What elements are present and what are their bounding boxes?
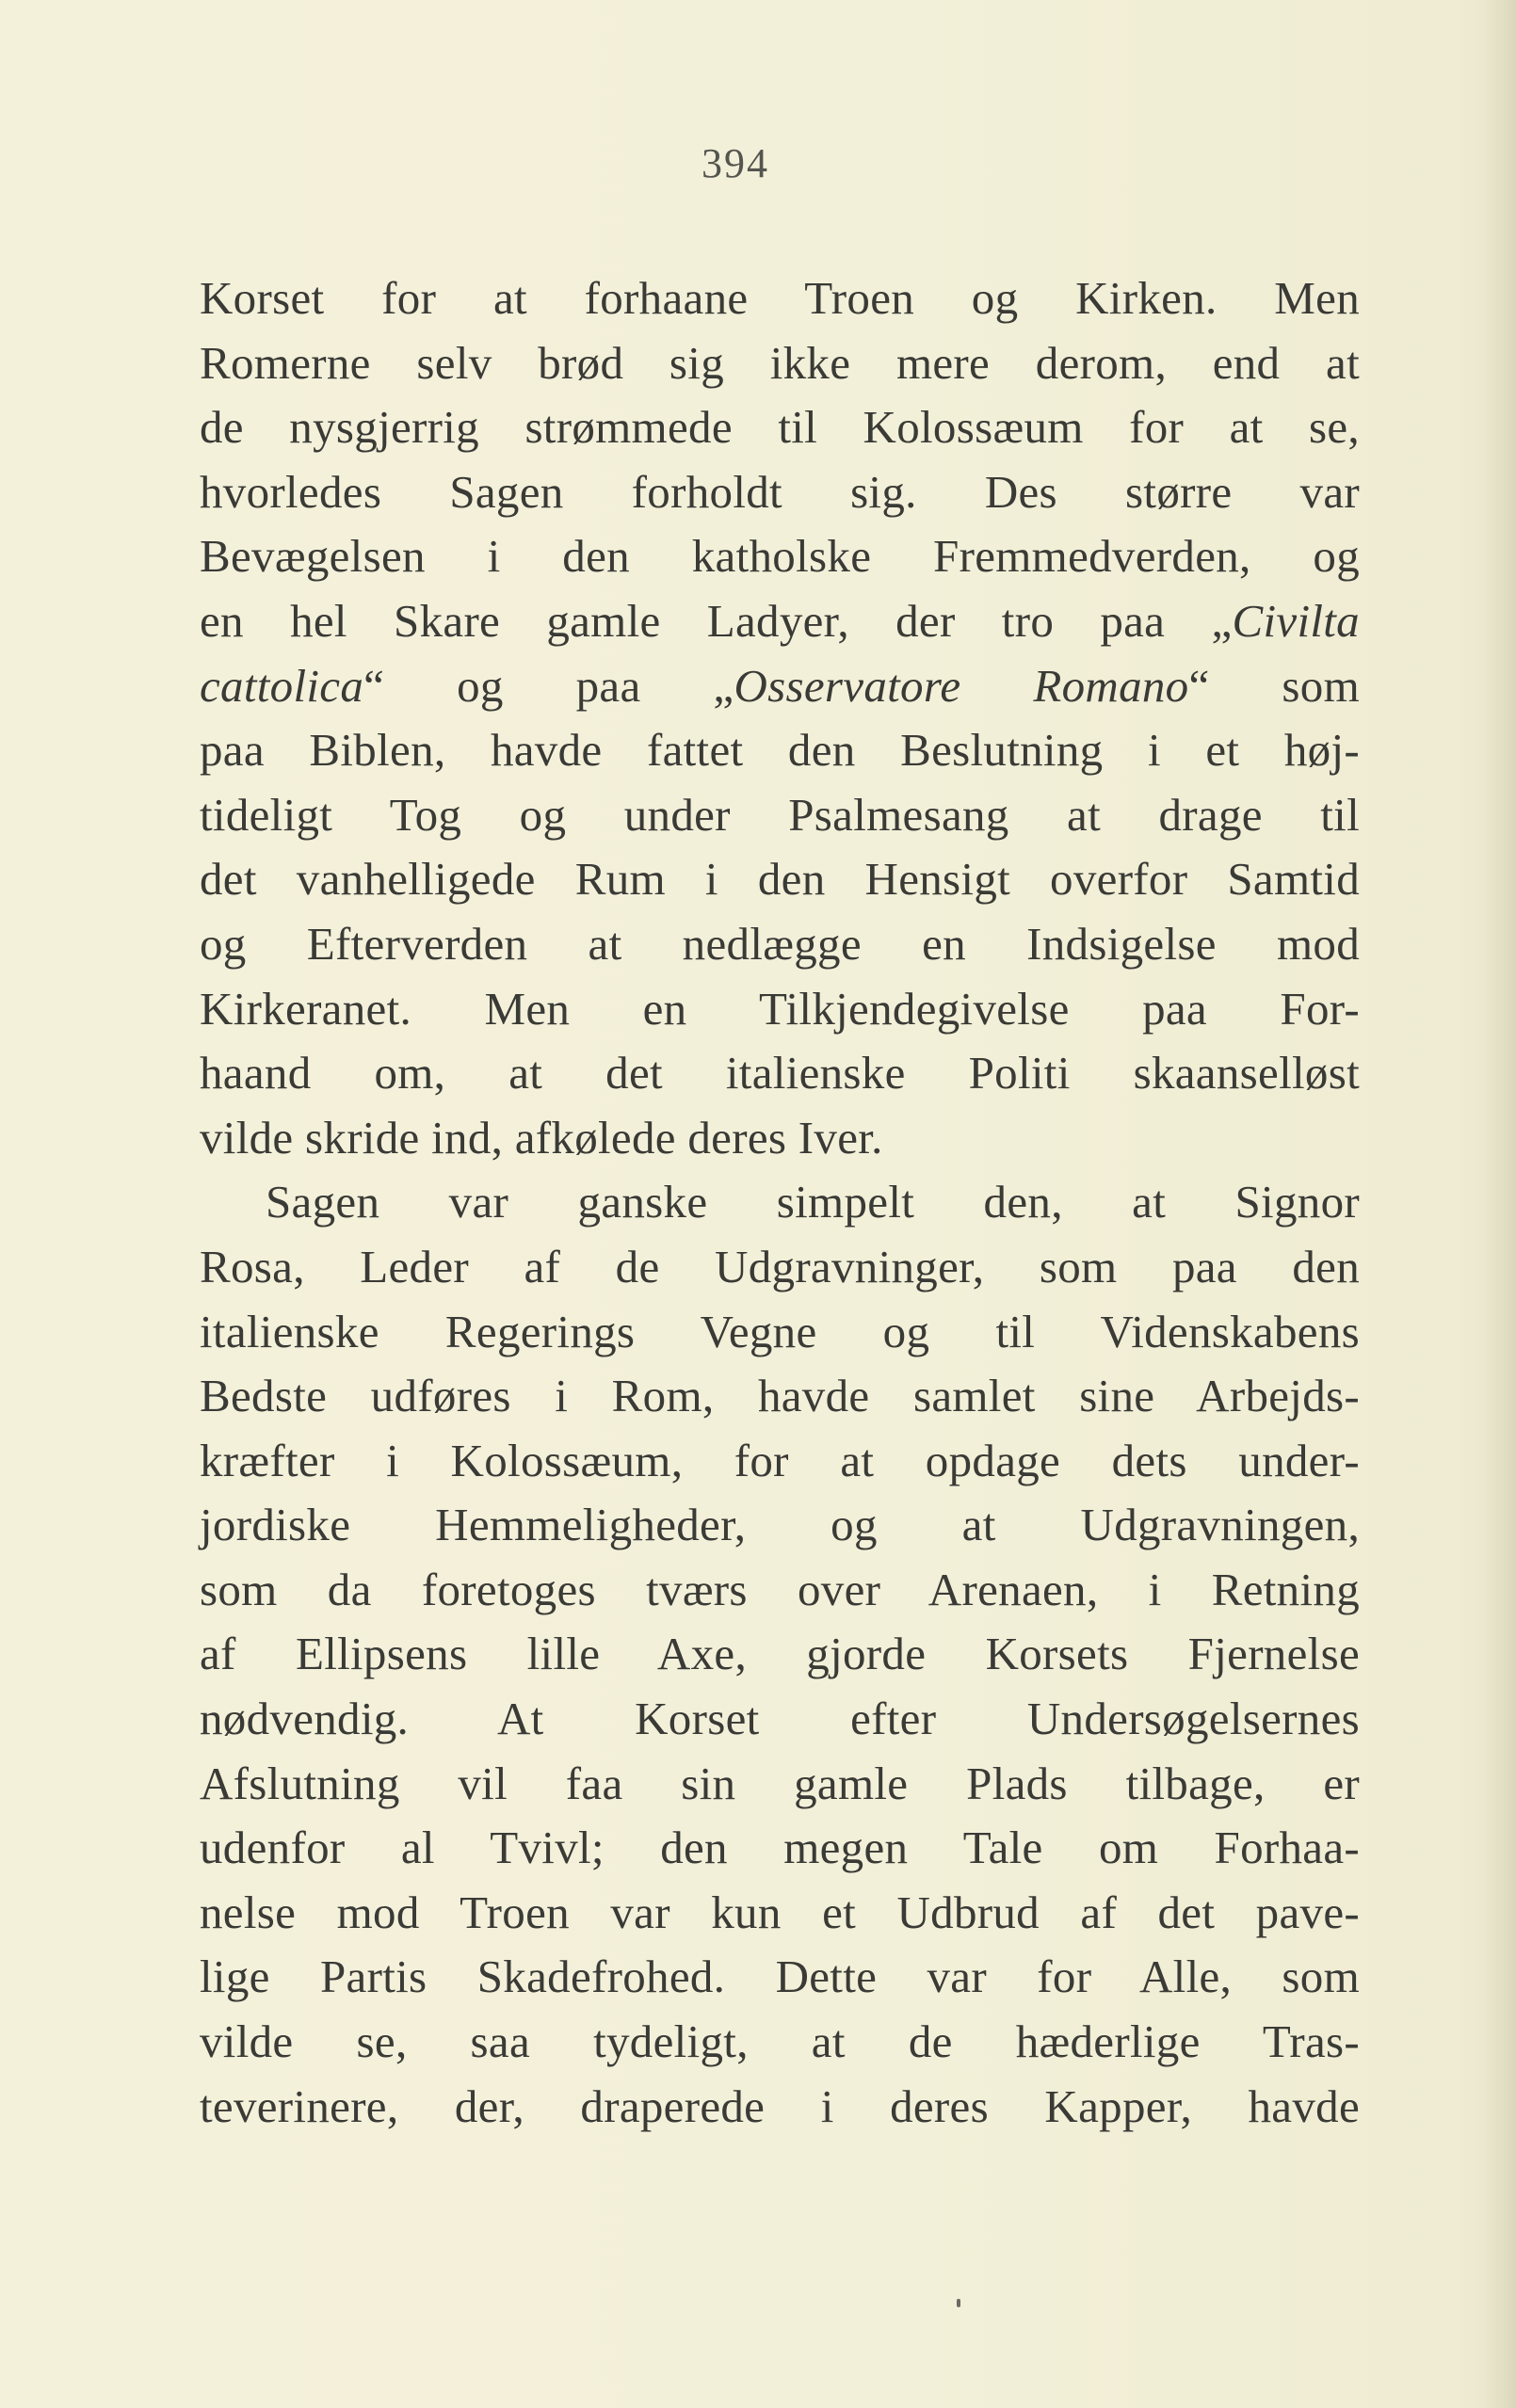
text-segment: kræfter i Kolossæum, for at opdage dets under- (200, 1434, 1360, 1486)
text-line (200, 977, 1360, 1042)
text-segment: “ og paa „ (363, 659, 734, 712)
text-line (200, 912, 1360, 977)
text-line (200, 2010, 1360, 2075)
text-line (200, 1558, 1360, 1623)
text-line (200, 1881, 1360, 1946)
text-line (200, 1429, 1360, 1494)
italic-text: Civilta (1232, 594, 1360, 647)
text-segment: italienske Regerings Vegne og til Videnskabens (200, 1305, 1360, 1357)
text-segment: tideligt Tog og under Psalmesang at drage til (200, 788, 1360, 841)
text-segment: som da foretoges tværs over Arenaen, i Retning (200, 1563, 1360, 1615)
text-segment: Afslutning vil faa sin gamle Plads tilbage, er (200, 1757, 1360, 1809)
text-segment: lige Partis Skadefrohed. Dette var for Alle, som (200, 1950, 1360, 2003)
text-segment: nødvendig. At Korset efter Undersøgelsernes (200, 1693, 1360, 1745)
text-segment: Sagen var ganske simpelt den, at Signor (266, 1176, 1360, 1228)
text-line (200, 847, 1360, 912)
text-segment: haand om, at det italienske Politi skaanselløst (200, 1047, 1360, 1100)
text-segment: paa Biblen, havde fattet den Beslutning i et høj- (200, 724, 1360, 777)
text-line (200, 460, 1360, 525)
text-line (200, 1816, 1360, 1881)
text-line (200, 1622, 1360, 1687)
text-segment: hvorledes Sagen forholdt sig. Des større var (200, 465, 1360, 518)
text-line (200, 654, 1360, 719)
text-segment: Bevægelsen i den katholske Fremmedverden, og (200, 530, 1360, 583)
text-segment: teverinere, der, draperede i deres Kapper, havde (200, 2079, 1360, 2132)
text-segment: og Efterverden at nedlægge en Indsigelse mod (200, 917, 1360, 970)
text-line (200, 524, 1360, 589)
text-segment: udenfor al Tvivl; den megen Tale om Forhaa- (200, 1822, 1360, 1874)
text-line (200, 783, 1360, 848)
text-segment: vilde skride ind, afkølede deres Iver. (200, 1111, 883, 1164)
text-line (200, 1041, 1360, 1106)
text-segment: af Ellipsens lille Axe, gjorde Korsets Fjernelse (200, 1628, 1360, 1680)
text-segment: vilde se, saa tydeligt, at de hæderlige Tras- (200, 2015, 1360, 2068)
text-line (200, 331, 1360, 396)
text-line (200, 589, 1360, 654)
text-segment: nelse mod Troen var kun et Udbrud af det pave- (200, 1886, 1360, 1938)
text-segment: Rosa, Leder af de Udgravninger, som paa den (200, 1240, 1360, 1292)
text-line (200, 1493, 1360, 1558)
text-line (200, 1687, 1360, 1752)
text-segment: Korset for at forhaane Troen og Kirken. Men (200, 272, 1360, 324)
text-line (200, 395, 1360, 460)
body-text (200, 266, 1360, 2139)
text-segment: jordiske Hemmeligheder, og at Udgravningen, (200, 1499, 1360, 1551)
text-line (200, 1106, 1360, 1171)
text-segment: en hel Skare gamle Ladyer, der tro paa „ (200, 594, 1233, 647)
text-segment: de nysgjerrig strømmede til Kolossæum for at se, (200, 401, 1360, 454)
italic-text: Osservatore Romano (734, 659, 1189, 712)
text-line (200, 718, 1360, 783)
text-line (200, 1170, 1360, 1235)
text-line (200, 2075, 1360, 2140)
text-segment: Kirkeranet. Men en Tilkjendegivelse paa For- (200, 982, 1360, 1035)
text-segment: “ som (1188, 659, 1361, 712)
page-number: 394 (702, 140, 769, 186)
print-speck (957, 2299, 960, 2307)
text-line (200, 1752, 1360, 1817)
page-edge-shadow (1484, 0, 1516, 2408)
text-line (200, 266, 1360, 331)
text-segment: Bedste udføres i Rom, havde samlet sine Arbejds- (200, 1370, 1360, 1422)
text-line (200, 1364, 1360, 1429)
text-line (200, 1945, 1360, 2010)
text-segment: det vanhelligede Rum i den Hensigt overfor Samtid (200, 853, 1360, 906)
text-segment: Romerne selv brød sig ikke mere derom, end at (200, 336, 1360, 389)
text-line (200, 1235, 1360, 1300)
italic-text: cattolica (200, 659, 364, 712)
text-line (200, 1300, 1360, 1365)
